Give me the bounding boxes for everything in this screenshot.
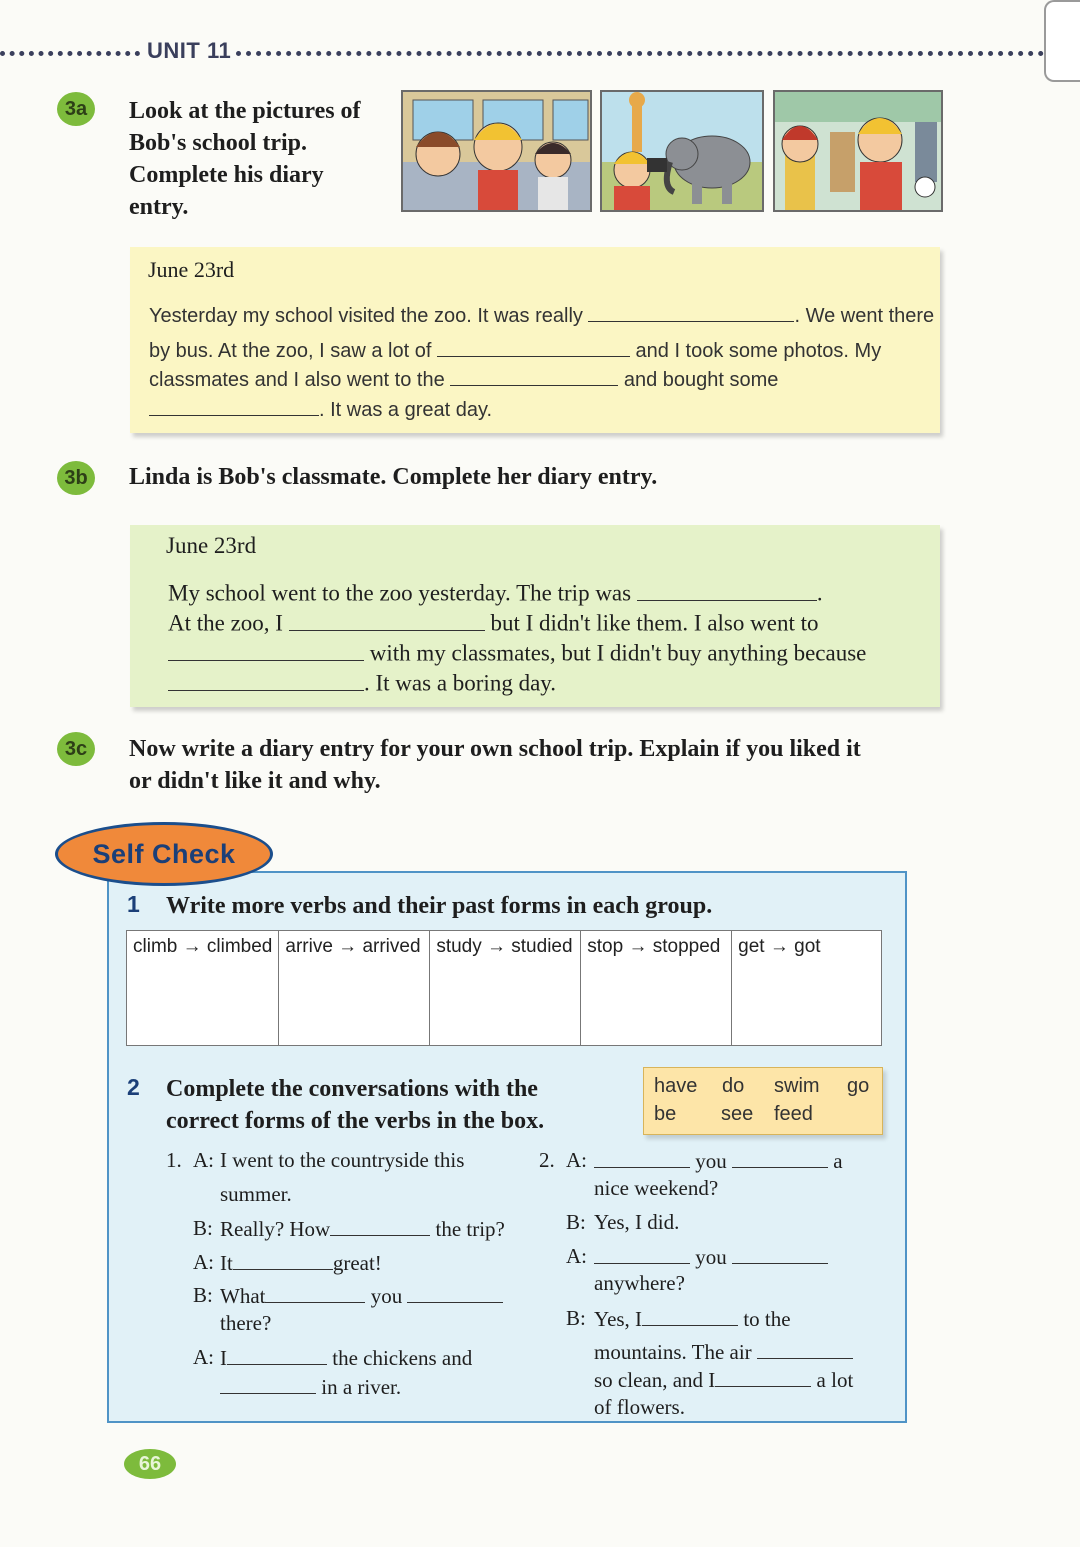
diary-line (149, 397, 492, 422)
instruction-3c-line: Now write a diary entry for your own school trip. Explain if you liked it (129, 736, 861, 762)
question-2-number: 2 (127, 1074, 140, 1100)
diary-text: by bus. At the zoo, I saw a lot of (149, 340, 432, 362)
header-dots-left (0, 51, 140, 56)
picture-gift-shop (773, 90, 943, 212)
conv-text: there? (220, 1311, 272, 1335)
question-2-line: Complete the conversations with the (166, 1076, 538, 1102)
conv-line (220, 1216, 505, 1242)
conv-text: the chickens and (332, 1345, 473, 1370)
conv-text: It (220, 1250, 233, 1275)
speaker-label: A: (193, 1148, 214, 1172)
answer-blank[interactable] (330, 1216, 430, 1236)
diary-text: . We went there (794, 305, 935, 327)
question-2-instruction (166, 1073, 544, 1137)
diary-line (168, 669, 556, 697)
answer-blank[interactable] (637, 579, 817, 601)
conv-line (220, 1374, 401, 1400)
answer-blank[interactable] (732, 1244, 828, 1264)
instruction-3a-line: Look at the pictures of (129, 98, 361, 124)
speaker-label: B: (193, 1216, 213, 1240)
diary-box-bob (130, 247, 940, 433)
badge-3b: 3b (57, 461, 95, 495)
diary-date: June 23rd (166, 533, 257, 558)
conv-text: the trip? (435, 1216, 505, 1241)
conv-text: great! (332, 1250, 382, 1275)
conv-text: What (220, 1283, 266, 1308)
conv-line (220, 1345, 472, 1371)
answer-blank[interactable] (149, 397, 319, 416)
word-feed: feed (774, 1103, 813, 1125)
answer-blank[interactable] (407, 1283, 503, 1303)
diary-line (168, 639, 866, 667)
conv-line (594, 1148, 843, 1174)
answer-blank[interactable] (289, 609, 485, 631)
answer-blank[interactable] (450, 367, 618, 386)
answer-blank[interactable] (715, 1367, 811, 1387)
conv-text: mountains. The air (594, 1339, 752, 1364)
question-2-line: correct forms of the verbs in the box. (166, 1108, 545, 1134)
instruction-3a-line: Bob's school trip. (129, 130, 308, 156)
conv-text: summer. (220, 1182, 292, 1206)
diary-text: . (816, 580, 823, 606)
diary-line (149, 367, 778, 392)
speaker-label: A: (566, 1244, 587, 1268)
speaker-label: A: (193, 1250, 214, 1274)
diary-box-linda (130, 525, 940, 707)
conv-text: I went to the countryside this (220, 1148, 465, 1172)
word-box (643, 1067, 883, 1135)
instruction-3a-line: Complete his diary (129, 162, 324, 188)
badge-3c: 3c (57, 732, 95, 766)
conv-text: anywhere? (594, 1271, 685, 1295)
conv-text: Yes, I did. (594, 1210, 680, 1234)
diary-text: Yesterday my school visited the zoo. It was really (149, 305, 583, 327)
conv-text: I (220, 1345, 227, 1370)
conv-line (220, 1283, 503, 1309)
picture-bus-ride (401, 90, 592, 212)
conv-text: of flowers. (594, 1395, 685, 1419)
answer-blank[interactable] (437, 338, 630, 357)
diary-text: and bought some (623, 369, 779, 391)
header-dots-right (236, 51, 1044, 56)
word-swim: swim (774, 1075, 820, 1097)
conv-text: in a river. (321, 1374, 402, 1399)
diary-text: My school went to the zoo yesterday. The trip was (168, 580, 632, 606)
diary-text: At the zoo, I (168, 610, 283, 636)
diary-text: and I took some photos. My (635, 340, 882, 362)
conv-number: 1. (166, 1148, 182, 1172)
answer-blank[interactable] (233, 1250, 333, 1270)
diary-line (168, 579, 823, 607)
self-check-title: Self Check (55, 822, 273, 886)
page-tab-edge (1044, 0, 1080, 82)
page-number: 66 (124, 1449, 176, 1479)
diary-line (149, 303, 934, 328)
verb-column-4[interactable]: stop → stopped (581, 931, 732, 1046)
answer-blank[interactable] (732, 1148, 828, 1168)
conv-text: a lot (816, 1367, 854, 1392)
conv-text: you (695, 1148, 727, 1173)
conv-line (594, 1339, 853, 1365)
answer-blank[interactable] (588, 303, 794, 322)
diary-text: . It was a great day. (319, 399, 493, 421)
answer-blank[interactable] (594, 1244, 690, 1264)
badge-3a: 3a (57, 92, 95, 126)
speaker-label: B: (566, 1306, 586, 1330)
conv-text: nice weekend? (594, 1176, 719, 1200)
speaker-label: A: (566, 1148, 587, 1172)
conv-line (594, 1244, 828, 1270)
instruction-3c-line: or didn't like it and why. (129, 768, 381, 794)
conv-line (220, 1250, 382, 1276)
speaker-label: B: (566, 1210, 586, 1234)
picture-elephant (600, 90, 764, 212)
word-see: see (721, 1103, 754, 1125)
conv-text: you (370, 1283, 403, 1308)
instruction-3b: Linda is Bob's classmate. Complete her diary entry. (129, 464, 658, 490)
answer-blank[interactable] (168, 639, 364, 661)
speaker-label: A: (193, 1345, 214, 1369)
conv-text: so clean, and I (594, 1367, 716, 1392)
conv-text: Yes, I (594, 1306, 643, 1331)
conv-number: 2. (539, 1148, 555, 1172)
diary-date: June 23rd (148, 257, 235, 282)
answer-blank[interactable] (594, 1148, 690, 1168)
answer-blank[interactable] (227, 1345, 327, 1365)
answer-blank[interactable] (642, 1306, 738, 1326)
verb-column-5[interactable]: get → got (732, 931, 882, 1046)
speaker-label: B: (193, 1283, 213, 1307)
question-1-instruction: Write more verbs and their past forms in each group. (166, 893, 713, 919)
instruction-3a (129, 95, 394, 223)
word-go: go (847, 1075, 870, 1097)
verb-column-2[interactable]: arrive → arrived (279, 931, 430, 1046)
diary-line (168, 609, 818, 637)
verb-column-3[interactable]: study → studied (430, 931, 581, 1046)
conv-line (594, 1306, 791, 1332)
verb-table (126, 930, 882, 1046)
diary-text: . It was a boring day. (364, 670, 557, 696)
word-do: do (722, 1075, 745, 1097)
diary-text: but I didn't like them. I also went to (490, 610, 819, 636)
conv-text: a (833, 1148, 843, 1173)
answer-blank[interactable] (265, 1283, 365, 1303)
instruction-3c (129, 733, 861, 797)
diary-text: with my classmates, but I didn't buy anything because (369, 640, 867, 666)
instruction-3a-line: entry. (129, 194, 189, 220)
diary-text: classmates and I also went to the (149, 369, 445, 391)
diary-line (149, 338, 881, 363)
word-have: have (654, 1075, 698, 1097)
conv-line (594, 1367, 853, 1393)
answer-blank[interactable] (168, 669, 364, 691)
word-be: be (654, 1103, 677, 1125)
verb-column-1[interactable]: climb → climbed (127, 931, 279, 1046)
conv-text: Really? How (220, 1216, 331, 1241)
answer-blank[interactable] (220, 1374, 316, 1394)
question-1-number: 1 (127, 891, 140, 917)
unit-title: UNIT 11 (143, 38, 235, 64)
conv-text: you (695, 1244, 727, 1269)
conv-text: to the (743, 1306, 791, 1331)
answer-blank[interactable] (757, 1339, 853, 1359)
